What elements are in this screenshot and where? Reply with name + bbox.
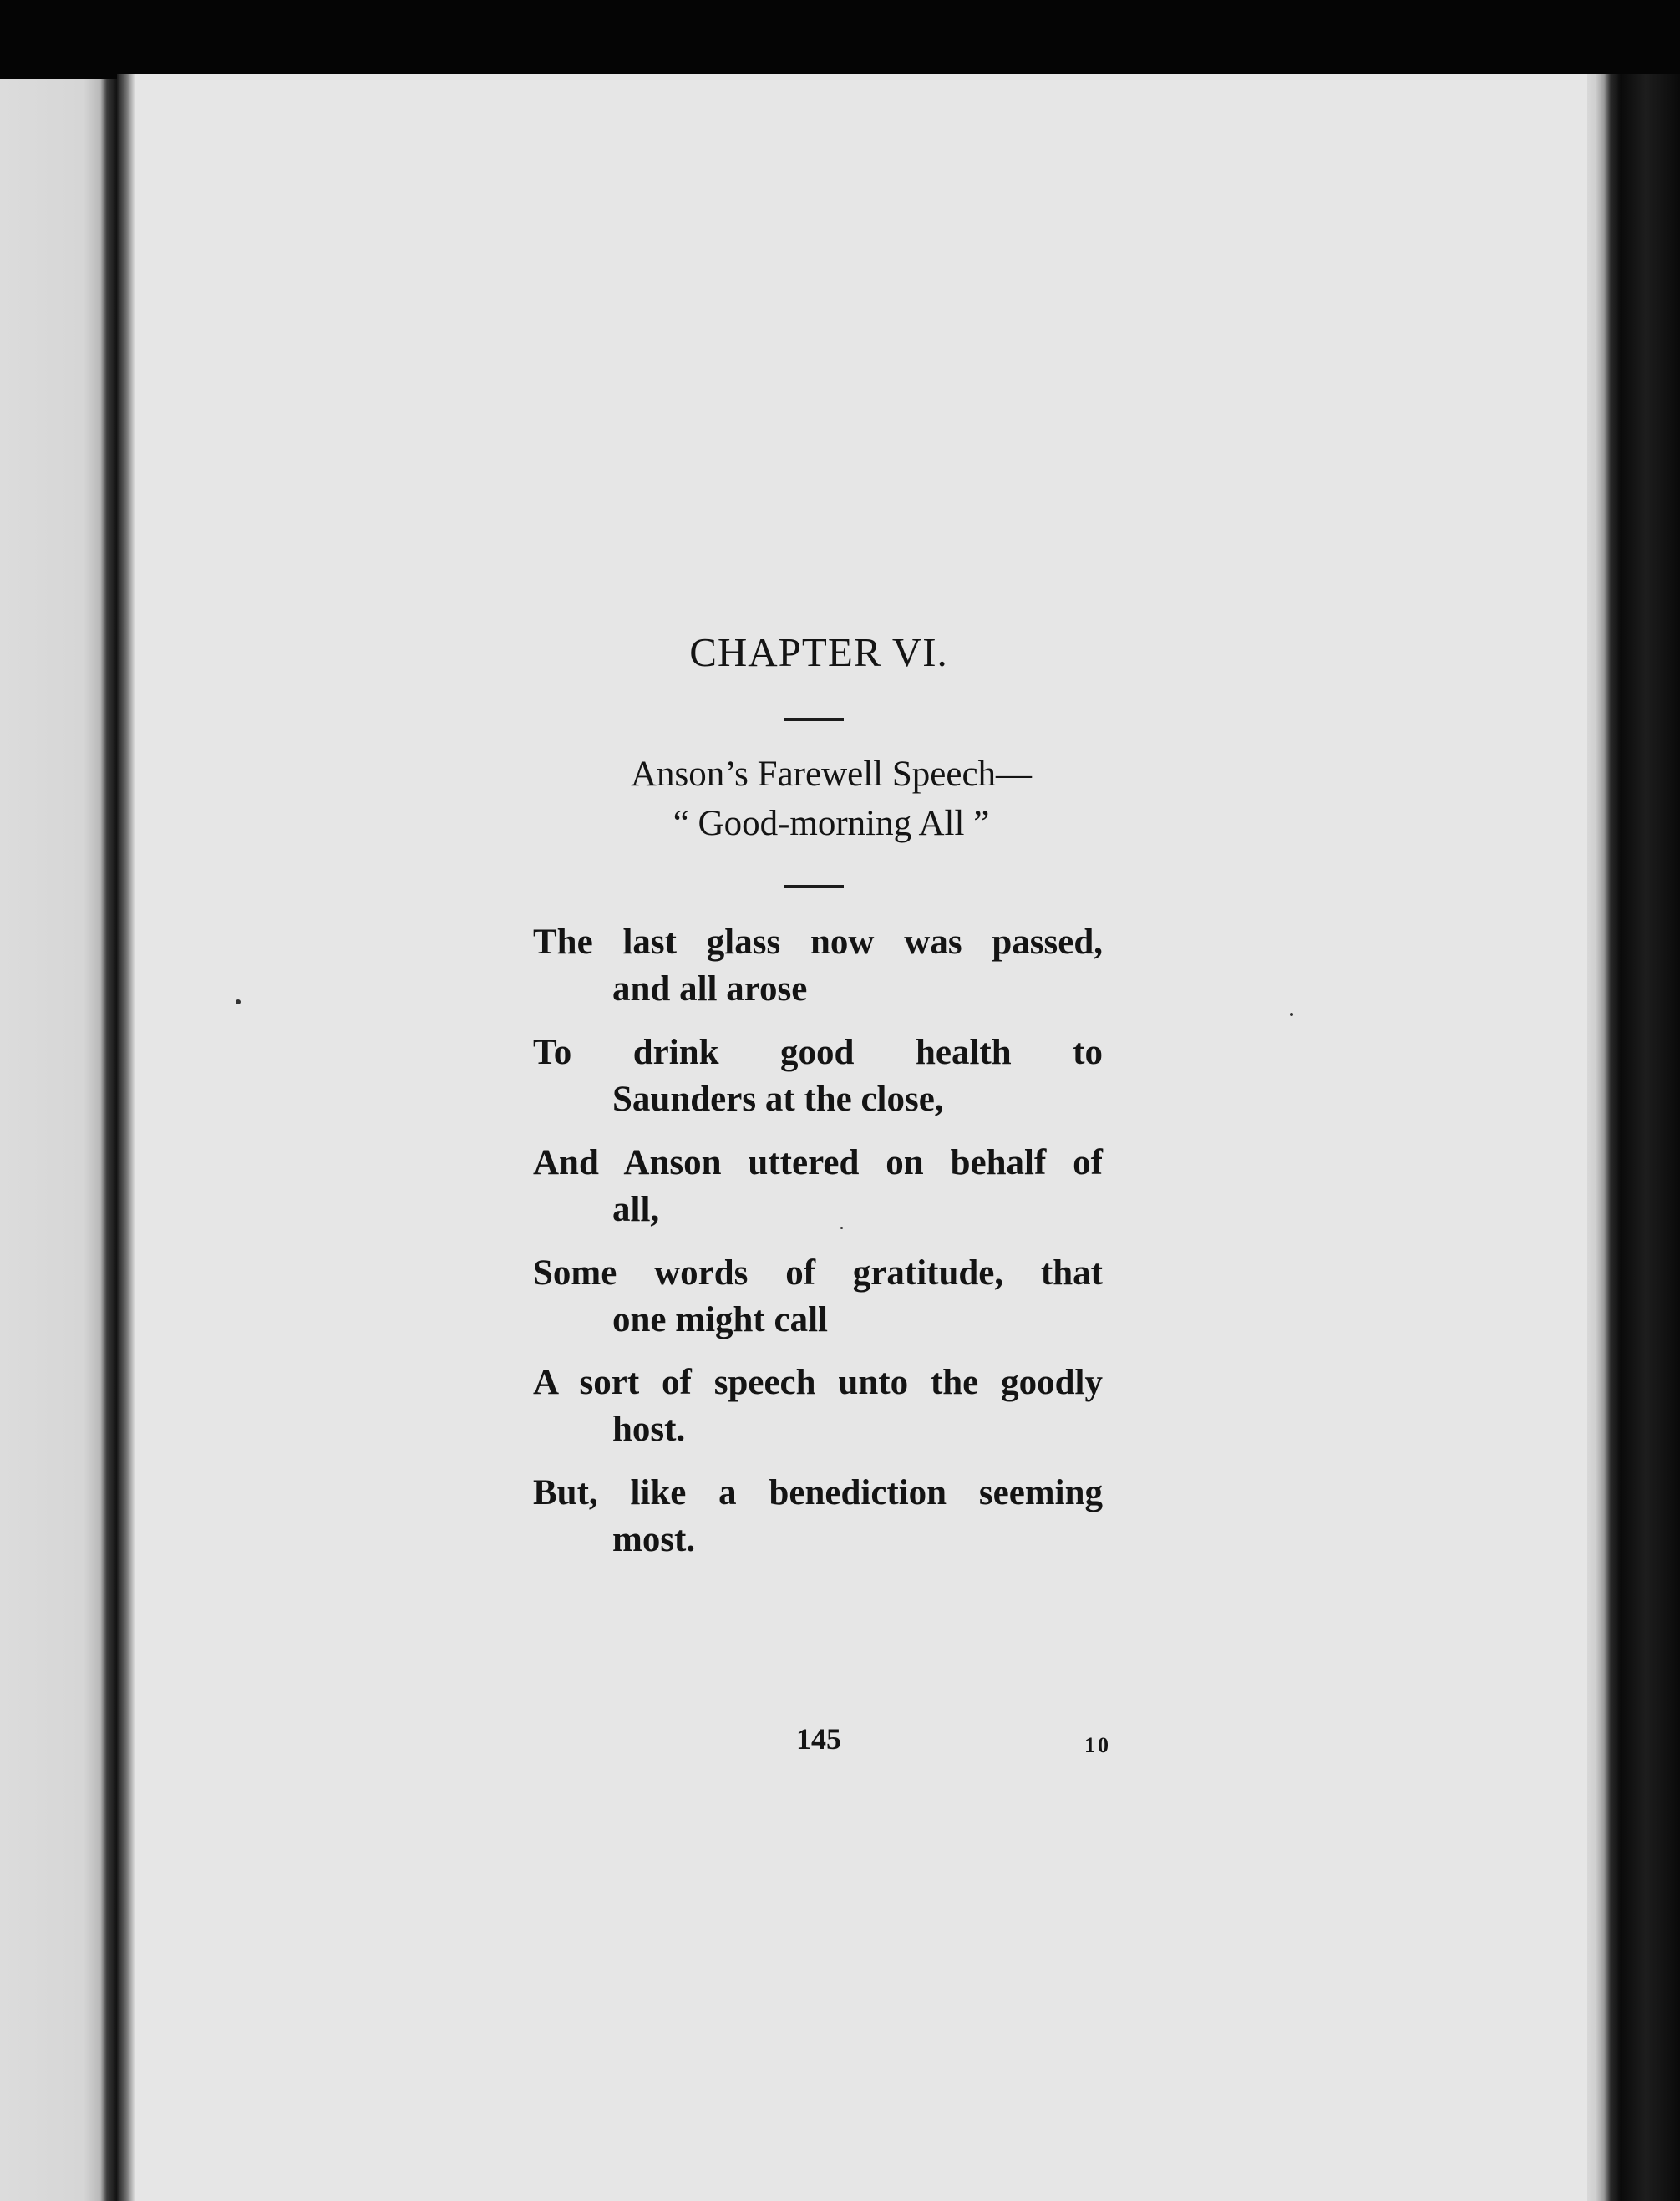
poem-stanza [533,1250,1103,1344]
poem-stanza [533,1029,1103,1123]
poem-line: To drink good health to [533,1033,1103,1072]
chapter-title: CHAPTER VI. [689,629,948,675]
poem-stanza [533,1470,1103,1563]
poem-line: The last glass now was passed, [533,923,1103,962]
subtitle-divider [784,885,844,888]
poem-stanza [533,1360,1103,1453]
scan-speck [840,1227,843,1229]
poem-line: And Anson uttered on behalf of [533,1143,1103,1182]
scan-speck [236,999,241,1004]
scan-speck [1290,1013,1293,1016]
page-number: 145 [796,1722,841,1756]
signature-mark: 10 [1084,1733,1111,1757]
poem-line-continuation: Saunders at the close, [612,1080,944,1119]
poem-line-continuation: and all arose [612,969,808,1009]
chapter-subtitle-line-1: Anson’s Farewell Speech— [630,755,1033,794]
poem-line-continuation: all, [612,1190,660,1229]
poem-stanza [533,919,1103,1013]
title-divider [784,718,844,721]
poem-line: A sort of speech unto the goodly [533,1363,1103,1402]
poem-line: But, like a benediction seeming [533,1473,1103,1512]
poem-line-continuation: most. [612,1520,696,1559]
poem-line-continuation: host. [612,1410,686,1449]
poem-line-continuation: one might call [612,1300,828,1339]
poem-line: Some words of gratitude, that [533,1253,1103,1293]
chapter-subtitle-line-2: “ Good-morning All ” [673,804,990,843]
poem-stanza [533,1140,1103,1233]
